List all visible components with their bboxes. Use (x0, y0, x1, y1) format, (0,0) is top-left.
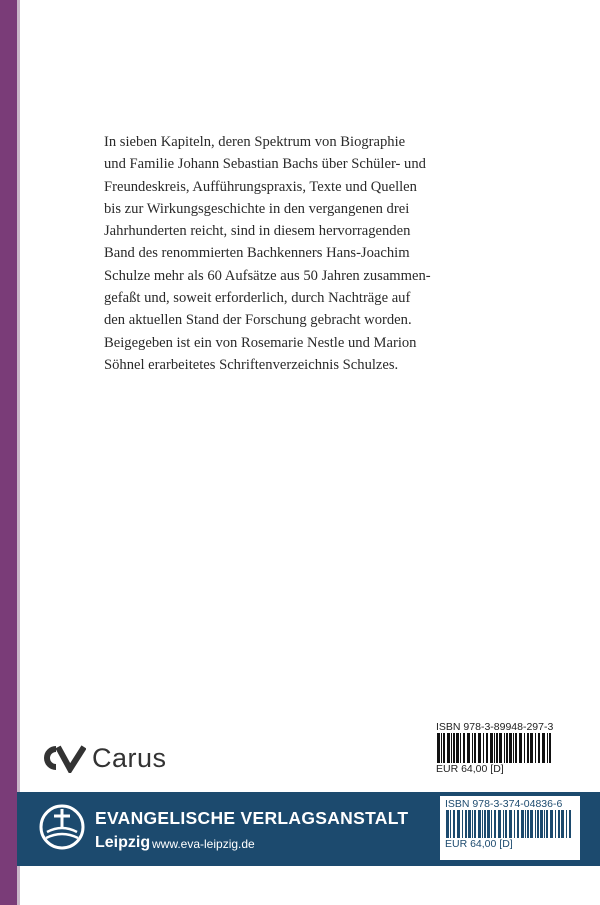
carus-name: Carus (92, 742, 167, 773)
barcode-stripe (437, 733, 440, 763)
barcode-stripe (441, 733, 442, 763)
barcode-stripe (509, 733, 512, 763)
barcode-stripe (515, 733, 517, 763)
blurb-line: Söhnel erarbeitetes Schriftenverzeichnis Schulzes. (104, 356, 399, 373)
blurb-line: In sieben Kapiteln, deren Spektrum von Biographie (104, 134, 406, 150)
blurb-line: den aktuellen Stand der Forschung gebracht worden. (104, 312, 412, 329)
barcode-stripe (460, 733, 461, 763)
carus-barcode-block (436, 721, 556, 775)
barcode-stripe (456, 733, 459, 763)
blurb-line: und Familie Johann Sebastian Bachs über Schüler- und (104, 156, 426, 173)
blurb-line: Band des renommierten Bachkenners Hans-Joachim (104, 245, 410, 262)
barcode-stripe (453, 733, 455, 763)
barcode-stripe (544, 810, 545, 838)
barcode-stripe (463, 733, 465, 763)
barcode-stripe (519, 733, 522, 763)
carus-mark-icon (40, 743, 86, 773)
blurb-line: Freundeskreis, Aufführungspraxis, Texte und Quellen (104, 178, 417, 195)
barcode-icon (445, 810, 573, 838)
barcode-stripe (450, 810, 451, 838)
barcode-stripe (465, 810, 467, 838)
barcode-stripe (561, 810, 564, 838)
barcode-stripe (484, 810, 486, 838)
publisher-city: Leipzig (95, 834, 151, 851)
blurb-line: gefaßt und, soweit erforderlich, durch Nachträge auf (104, 290, 411, 307)
barcode-stripe (546, 810, 548, 838)
barcode-stripe (474, 733, 476, 763)
barcode-stripe (504, 733, 505, 763)
barcode-stripe (506, 733, 508, 763)
barcode-stripe (530, 810, 533, 838)
barcode-stripe (494, 733, 495, 763)
barcode-stripe (525, 810, 526, 838)
barcode-stripe (503, 810, 504, 838)
blurb-line: Beigegeben ist ein von Rosemarie Nestle und Marion (104, 334, 417, 351)
barcode-icon (436, 733, 554, 763)
barcode-stripe (513, 733, 514, 763)
spine-bar (0, 0, 17, 905)
barcode-stripe (457, 810, 460, 838)
carus-logo (40, 738, 167, 778)
eva-logo-icon (37, 802, 87, 852)
barcode-stripe (521, 810, 524, 838)
isbn-eva: ISBN 978-3-374-04836-6 (445, 798, 563, 810)
barcode-stripe (530, 733, 533, 763)
barcode-stripe (486, 733, 488, 763)
blurb-line: Schulze mehr als 60 Aufsätze aus 50 Jahren zusammen- (104, 267, 431, 284)
barcode-stripe (509, 810, 512, 838)
barcode-stripe (478, 810, 481, 838)
barcode-stripe (472, 810, 473, 838)
barcode-stripe (547, 733, 548, 763)
barcode-stripe (505, 810, 507, 838)
barcode-stripe (527, 810, 529, 838)
eva-barcode-block (440, 796, 580, 860)
spine-edge (17, 0, 20, 905)
barcode-stripe (494, 810, 496, 838)
barcode-stripe (487, 810, 490, 838)
barcode-stripe (566, 810, 567, 838)
barcode-stripe (468, 810, 471, 838)
barcode-stripe (550, 810, 553, 838)
barcode-stripe (558, 810, 560, 838)
barcode-stripe (496, 733, 498, 763)
barcode-stripe (499, 733, 502, 763)
barcode-stripe (453, 810, 455, 838)
barcode-stripe (549, 733, 551, 763)
barcode-stripe (538, 733, 540, 763)
barcode-stripe (555, 810, 556, 838)
barcode-stripe (535, 810, 536, 838)
barcode-stripe (478, 733, 481, 763)
barcode-stripe (472, 733, 473, 763)
barcode-stripe (443, 733, 445, 763)
barcode-stripe (498, 810, 501, 838)
barcode-stripe (569, 810, 571, 838)
blurb-line: bis zur Wirkungsgeschichte in den vergangenen drei (104, 200, 410, 217)
barcode-stripe (451, 733, 452, 763)
barcode-stripe (540, 810, 543, 838)
barcode-stripe (517, 810, 519, 838)
barcode-stripe (462, 810, 463, 838)
barcode-stripe (467, 733, 470, 763)
barcode-stripe (483, 733, 484, 763)
barcode-stripe (447, 733, 450, 763)
barcode-stripe (535, 733, 536, 763)
barcode-stripe (537, 810, 539, 838)
barcode-stripe (491, 810, 492, 838)
blurb-line: Jahrhunderten reicht, sind in diesem hervorragenden (104, 223, 411, 240)
barcode-stripe (446, 810, 449, 838)
price-carus: EUR 64,00 [D] (436, 763, 504, 775)
barcode-stripe (527, 733, 529, 763)
back-cover-blurb (104, 131, 494, 376)
publisher-name: EVANGELISCHE VERLAGSANSTALT (95, 808, 409, 828)
barcode-stripe (482, 810, 483, 838)
barcode-stripe (514, 810, 515, 838)
barcode-stripe (524, 733, 525, 763)
publisher-url[interactable]: www.eva-leipzig.de (152, 837, 255, 851)
barcode-stripe (474, 810, 476, 838)
barcode-stripe (490, 733, 493, 763)
isbn-carus: ISBN 978-3-89948-297-3 (436, 721, 554, 733)
publisher-band (17, 792, 600, 866)
price-eva: EUR 64,00 [D] (445, 838, 513, 850)
barcode-stripe (542, 733, 545, 763)
